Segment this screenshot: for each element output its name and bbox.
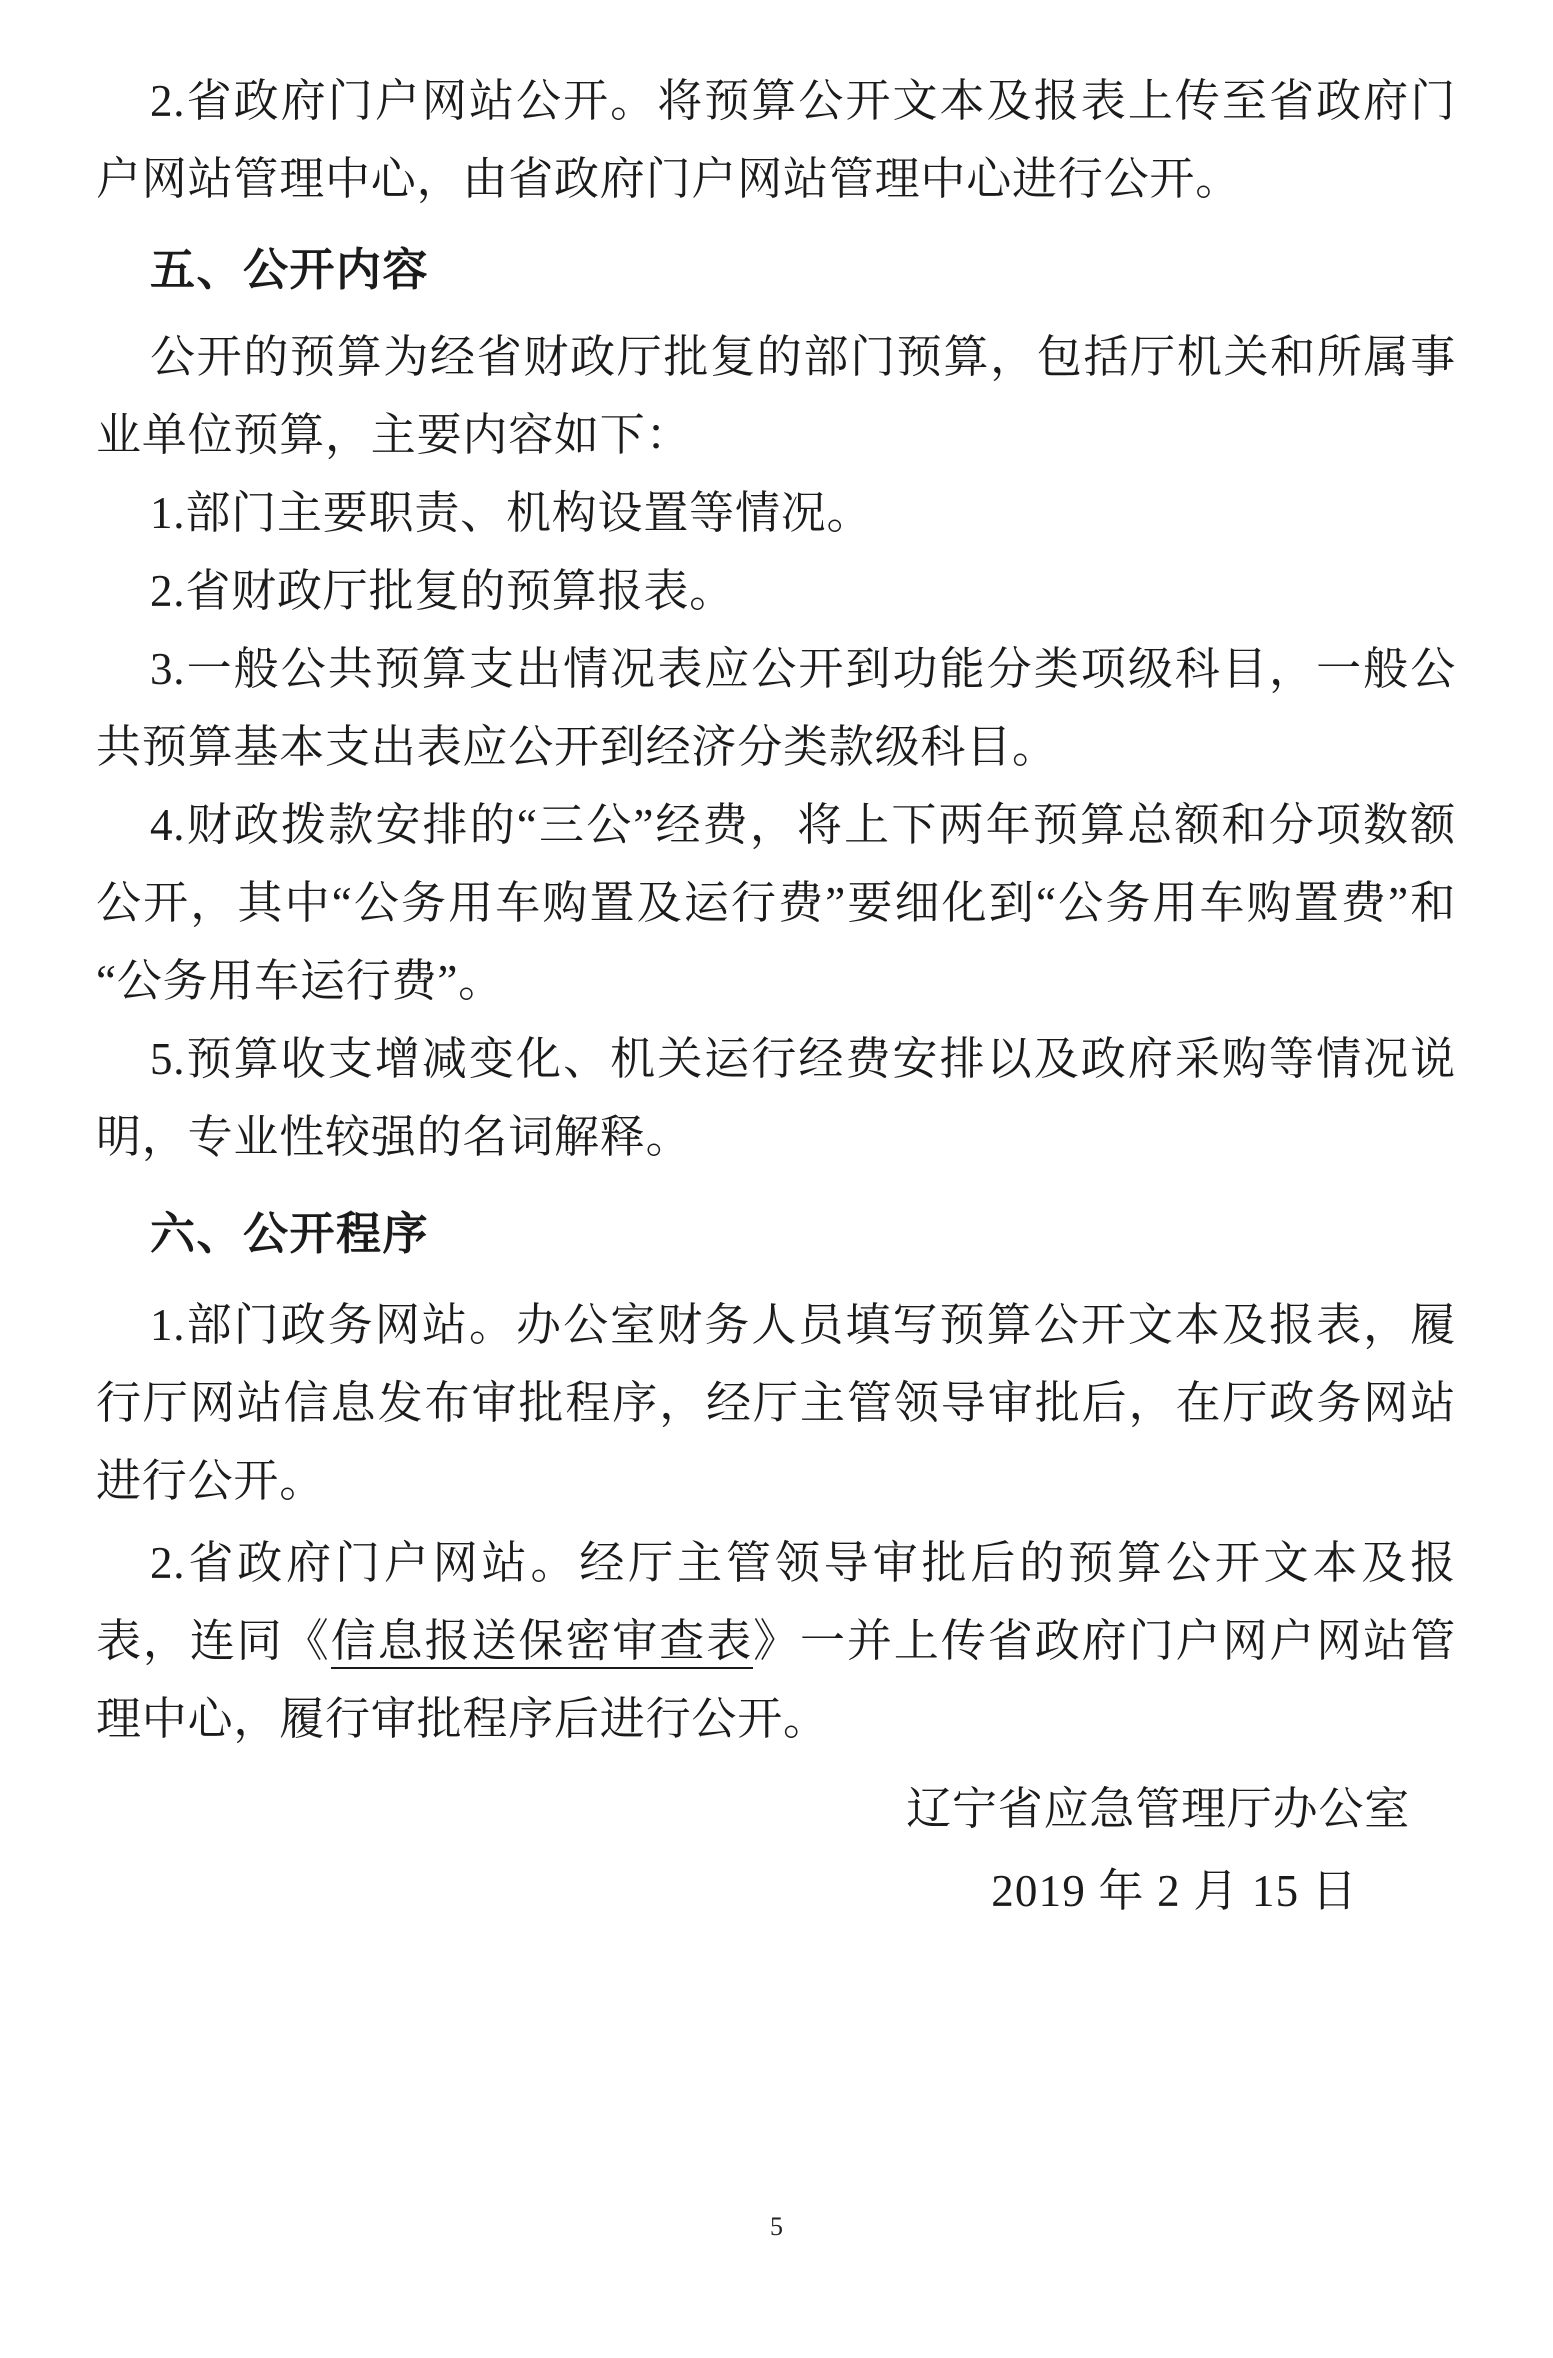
procedure-2-text-part-1: 2.省政府门户网站。经厅主管领导审批后的预算公开文本及报表，连同《 (96, 1538, 1456, 1666)
paragraph-content-item-2: 2.省财政厅批复的预算报表。 (150, 566, 735, 616)
spacer (96, 1176, 1456, 1186)
paragraph-content-intro: 公开的预算为经省财政厅批复的部门预算，包括厅机关和所属事业单位预算，主要内容如下： (96, 332, 1456, 460)
signature-date: 2019 年 2 月 15 日 (991, 1866, 1358, 1916)
procedure-2-text-part-2: 》一并上传省政府门户网户网站管理中心，履行审批程序后进行公开。 (96, 1616, 1456, 1744)
document-body (96, 62, 1456, 1932)
paragraph-content-item-4: 4.财政拨款安排的“三公”经费，将上下两年预算总额和分项数额公开，其中“公务用车购置及运行费”要细化到“公务用车购置费”和“公务用车运行费”。 (96, 800, 1456, 1006)
procedure-2-underlined-title: 信息报送保密审查表 (331, 1616, 753, 1669)
paragraph-gov-portal-disclose: 2.省政府门户网站公开。将预算公开文本及报表上传至省政府门户网站管理中心，由省政府门户网站管理中心进行公开。 (96, 76, 1456, 204)
signature-organization: 辽宁省应急管理厅办公室 (906, 1784, 1410, 1834)
paragraph-procedure-item-1: 1.部门政务网站。办公室财务人员填写预算公开文本及报表，履行厅网站信息发布审批程序，经厅主管领导审批后，在厅政务网站进行公开。 (96, 1300, 1456, 1506)
paragraph-content-item-5: 5.预算收支增减变化、机关运行经费安排以及政府采购等情况说明，专业性较强的名词解释。 (96, 1034, 1456, 1162)
paragraph-procedure-item-2 (96, 1524, 1456, 1758)
spacer (96, 1758, 1456, 1768)
paragraph-content-item-1: 1.部门主要职责、机构设置等情况。 (150, 488, 873, 538)
page-number: 5 (770, 2212, 783, 2241)
paragraph-content-item-3: 3.一般公共预算支出情况表应公开到功能分类项级科目，一般公共预算基本支出表应公开到经济分类款级科目。 (96, 644, 1456, 772)
section-heading-five: 五、公开内容 (150, 243, 430, 296)
section-heading-six: 六、公开程序 (150, 1207, 430, 1260)
